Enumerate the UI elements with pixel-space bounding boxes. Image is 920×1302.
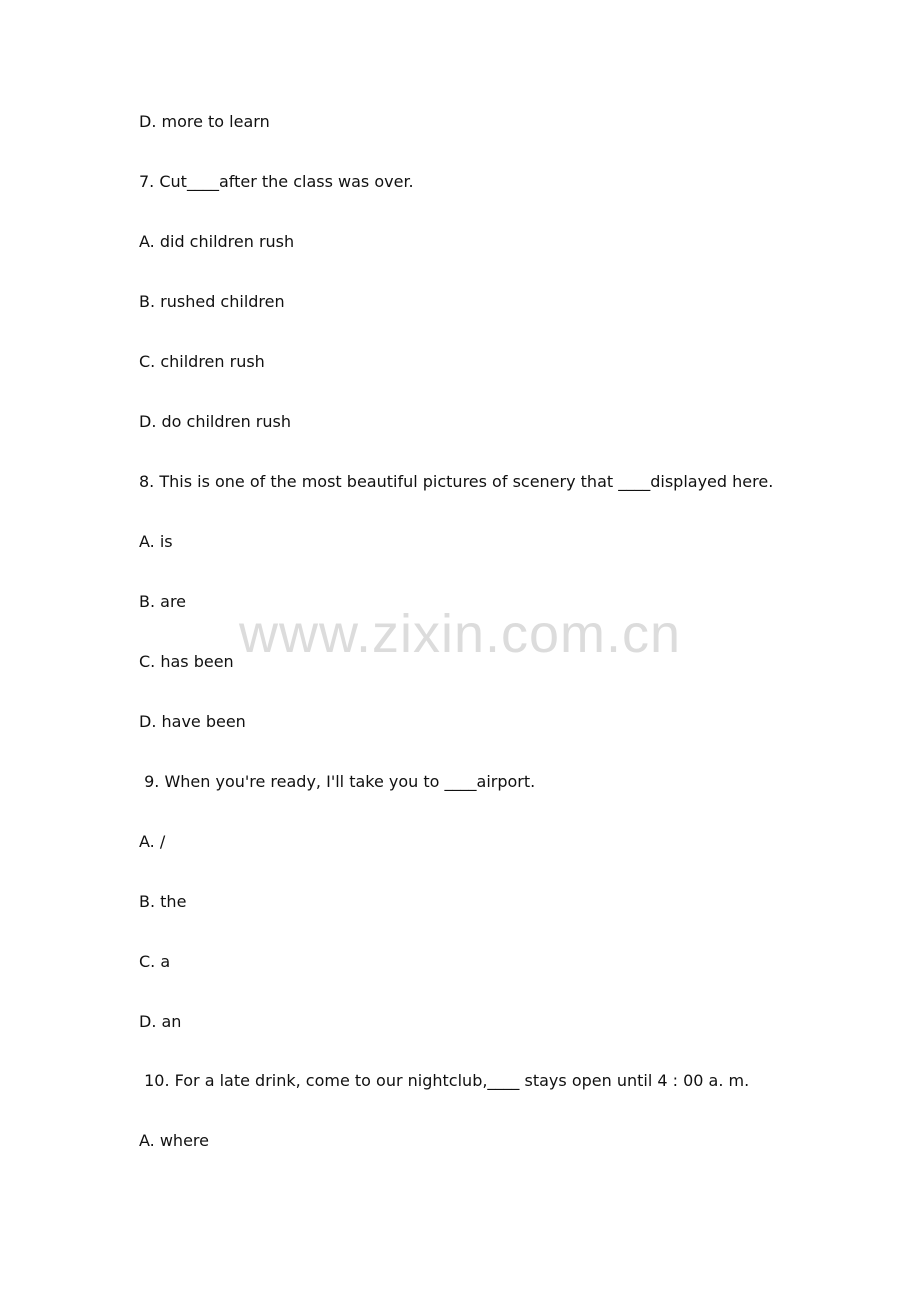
option-7b: B. rushed children (139, 292, 285, 311)
option-9c: C. a (139, 952, 171, 971)
option-8b: B. are (139, 592, 187, 611)
option-7d: D. do children rush (139, 412, 291, 431)
option-8d: D. have been (139, 712, 246, 731)
option-8c: C. has been (139, 652, 234, 671)
option-8a: A. is (139, 532, 173, 551)
option-9a: A. / (139, 832, 166, 851)
watermark: www.zixin.com.cn (238, 604, 682, 664)
question-7: 7. Cut____after the class was over. (139, 172, 414, 191)
option-9b: B. the (139, 892, 187, 911)
question-8: 8. This is one of the most beautiful pictures of scenery that ____displayed here. (139, 472, 774, 491)
question-9: 9. When you're ready, I'll take you to ____airport. (139, 772, 536, 791)
option-7a: A. did children rush (139, 232, 295, 251)
option-6d: D. more to learn (139, 112, 270, 131)
question-10: 10. For a late drink, come to our nightclub,____ stays open until 4 : 00 a. m. (139, 1071, 750, 1090)
option-10a: A. where (139, 1131, 209, 1150)
option-7c: C. children rush (139, 352, 265, 371)
option-9d: D. an (139, 1012, 182, 1031)
